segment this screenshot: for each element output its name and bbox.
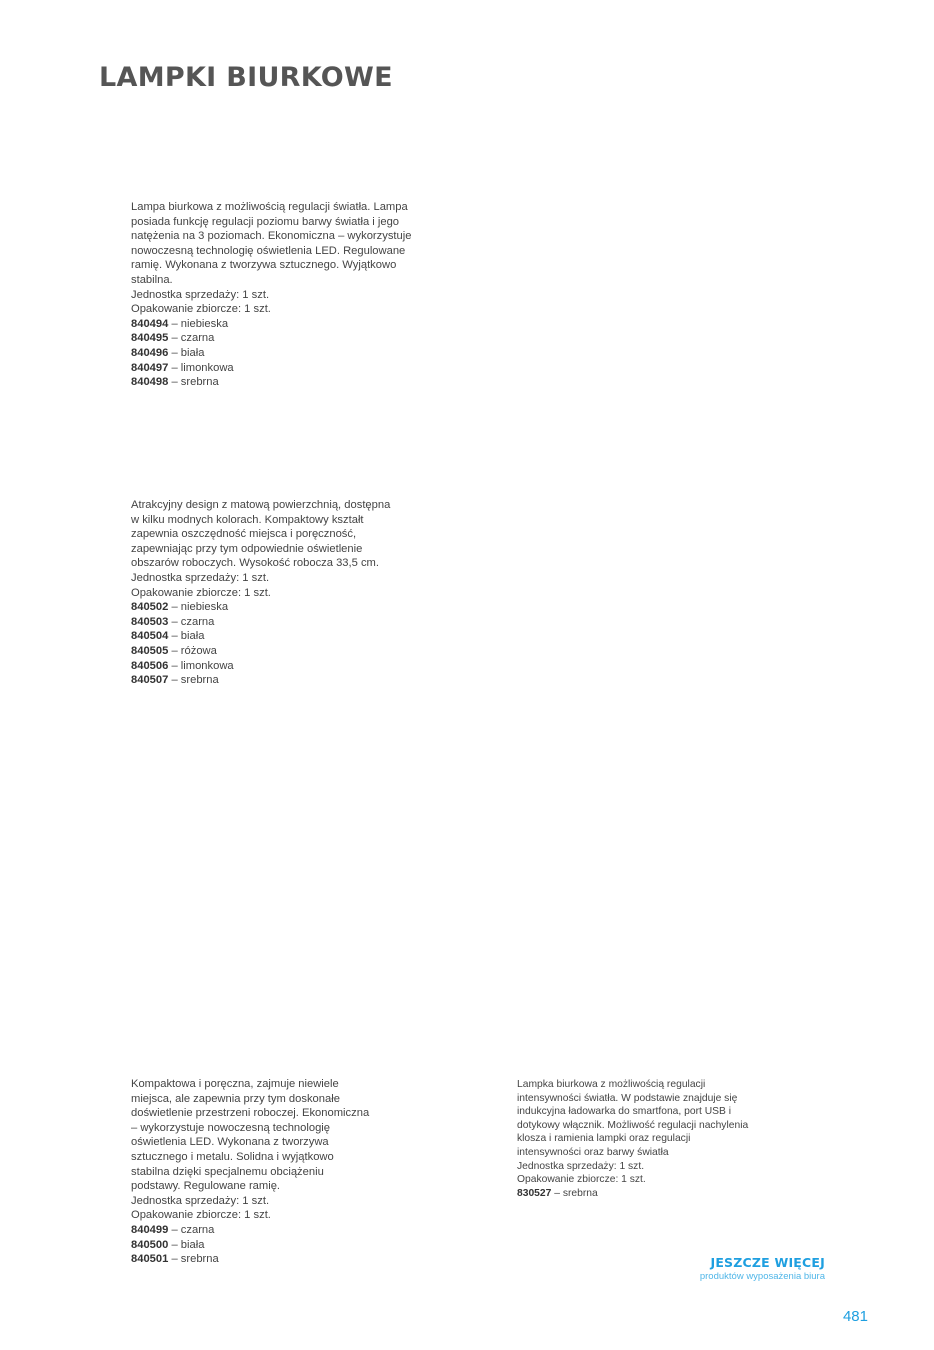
product-code: 840506 (131, 659, 169, 672)
variant-color: – niebieska (168, 317, 229, 330)
variant-item (131, 331, 421, 346)
product-code: 840505 (131, 644, 169, 657)
product-code: 840504 (131, 630, 169, 643)
variant-color: – srebrna (168, 376, 219, 389)
variant-item (131, 659, 391, 674)
variant-color: – niebieska (168, 601, 229, 614)
variant-item (131, 600, 391, 615)
pack-unit: Opakowanie zbiorcze: 1 szt. (131, 1209, 271, 1222)
variant-item (131, 629, 391, 644)
product-code: 840499 (131, 1223, 169, 1236)
sale-unit: Jednostka sprzedaży: 1 szt. (131, 1194, 270, 1207)
variant-color: – biała (168, 1238, 205, 1251)
variant-list (517, 1187, 757, 1201)
product-block-1 (131, 200, 421, 390)
variant-color: – czarna (168, 1223, 215, 1236)
product-code: 840498 (131, 376, 169, 389)
page-title: LAMPKI BIURKOWE (99, 62, 393, 93)
variant-item (131, 673, 391, 688)
variant-color: – biała (168, 346, 205, 359)
variant-item (131, 317, 421, 332)
variant-color: – czarna (168, 332, 215, 345)
variant-list (131, 1223, 371, 1267)
variant-color: – czarna (168, 615, 215, 628)
variant-color: – limonkowa (168, 659, 234, 672)
sale-unit: Jednostka sprzedaży: 1 szt. (131, 571, 270, 584)
product-code: 840501 (131, 1253, 169, 1266)
product-code: 840503 (131, 615, 169, 628)
product-code: 840502 (131, 601, 169, 614)
more-products-subtitle: produktów wyposażenia biura (699, 1271, 825, 1282)
product-description: Lampa biurkowa z możliwością regulacji światła. Lampa posiada funkcję regulacji poziomu barwy światła i jego natężenia na 3 poziomach. Ekonomiczna – wykorzystuje nowoczesną technologię oświetlenia LED. Regulowane ramię. Wykonana z tworzywa sztucznego. Wyjątkowo stabilna. (131, 201, 412, 286)
pack-unit: Opakowanie zbiorcze: 1 szt. (517, 1174, 646, 1186)
product-code: 840495 (131, 332, 169, 345)
product-block-2 (131, 498, 391, 688)
sale-unit: Jednostka sprzedaży: 1 szt. (517, 1160, 645, 1172)
product-code: 840497 (131, 361, 169, 374)
variant-item (517, 1187, 757, 1201)
variant-color: – biała (168, 630, 205, 643)
variant-color: – różowa (168, 644, 217, 657)
more-products-link[interactable] (700, 1255, 825, 1282)
product-code: 830527 (517, 1187, 552, 1199)
product-code: 840500 (131, 1238, 169, 1251)
sale-unit: Jednostka sprzedaży: 1 szt. (131, 288, 270, 301)
product-code: 840507 (131, 674, 169, 687)
more-products-title: JESZCZE WIĘCEJ (710, 1255, 825, 1270)
variant-item (131, 375, 421, 390)
page-number: 481 (842, 1308, 868, 1325)
product-description: Kompaktowa i poręczna, zajmuje niewiele miejsca, ale zapewnia przy tym doskonałe doświetlenie przestrzeni roboczej. Ekonomiczna – wykorzystuje nowoczesną technologię oświetlenia LED. Wykonana z tworzywa sztucznego i metalu. Solidna i wyjątkowo stabilna dzięki specjalnemu obciążeniu podstawy. Regulowane ramię. (131, 1078, 370, 1193)
variant-color: – srebrna (168, 1253, 219, 1266)
variant-item (131, 361, 421, 376)
variant-color: – srebrna (551, 1187, 598, 1199)
product-block-4 (517, 1078, 757, 1200)
product-code: 840496 (131, 346, 169, 359)
variant-item (131, 346, 421, 361)
variant-list (131, 317, 421, 390)
product-code: 840494 (131, 317, 169, 330)
product-description: Atrakcyjny design z matową powierzchnią, dostępna w kilku modnych kolorach. Kompaktowy kształt zapewnia oszczędność miejsca i poręczność, zapewniając przy tym odpowiednie oświetlenie obszarów roboczych. Wysokość robocza 33,5 cm. (131, 499, 391, 570)
variant-item (131, 1238, 371, 1253)
variant-item (131, 615, 391, 630)
variant-item (131, 1252, 371, 1267)
variant-item (131, 644, 391, 659)
variant-list (131, 600, 391, 688)
pack-unit: Opakowanie zbiorcze: 1 szt. (131, 303, 271, 316)
variant-color: – limonkowa (168, 361, 234, 374)
variant-item (131, 1223, 371, 1238)
product-description: Lampka biurkowa z możliwością regulacji intensywności światła. W podstawie znajduje się indukcyjna ładowarka do smartfona, port USB i dotykowy włącznik. Możliwość regulacji nachylenia klosza i ramienia lampki oraz regulacji intensywności oraz barwy światła (517, 1079, 749, 1158)
variant-color: – srebrna (168, 674, 219, 687)
pack-unit: Opakowanie zbiorcze: 1 szt. (131, 586, 271, 599)
product-block-3 (131, 1077, 371, 1267)
